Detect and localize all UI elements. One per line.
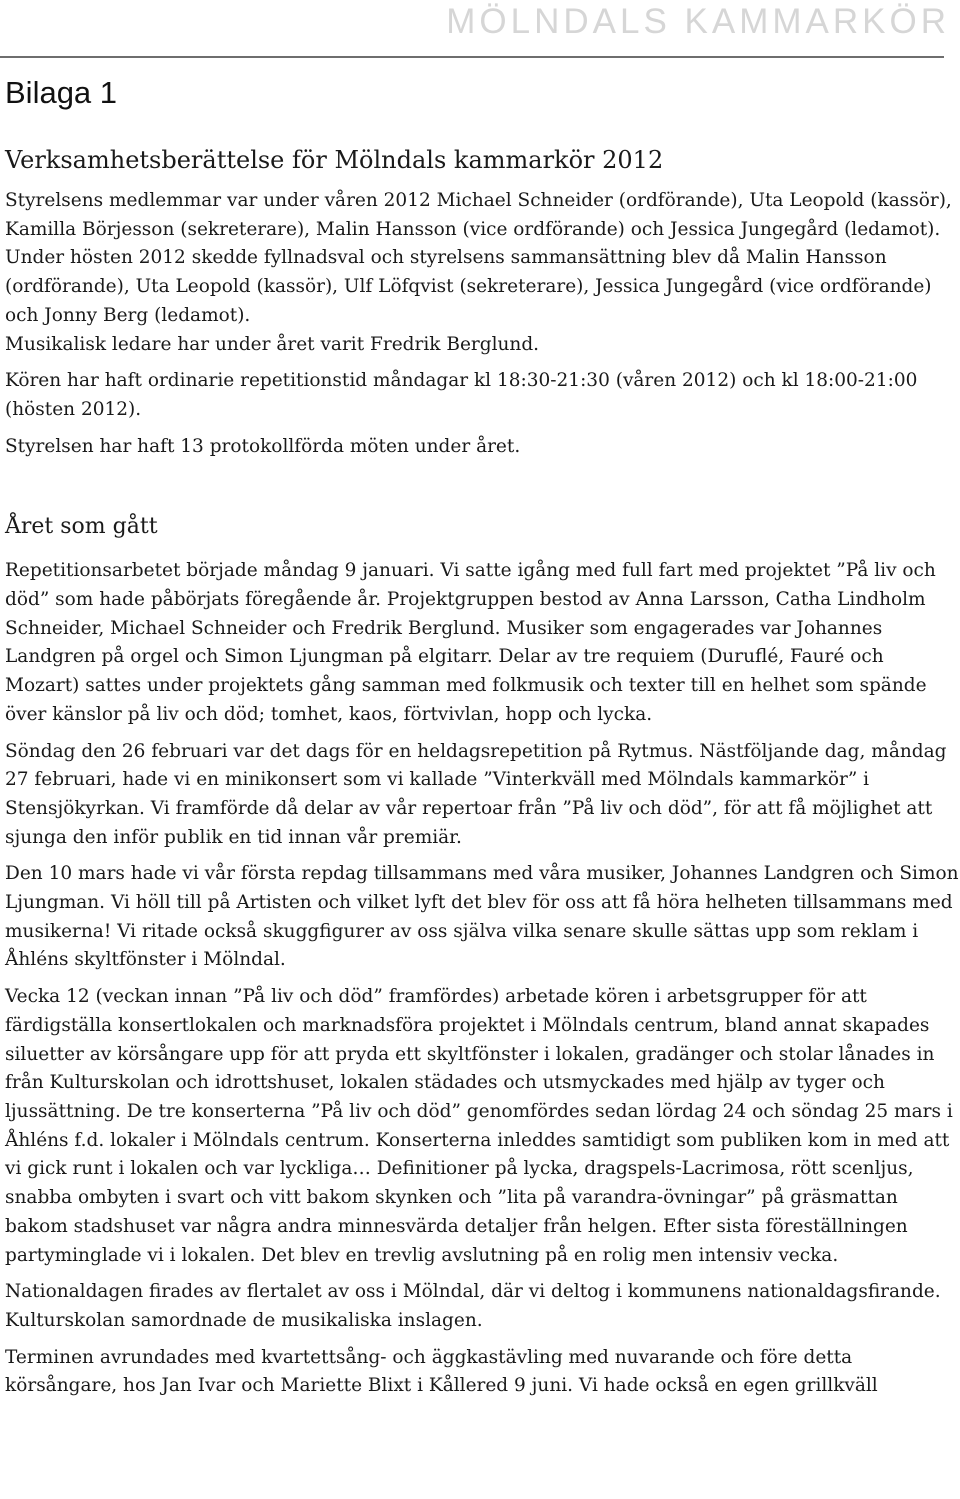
section-paragraph: Repetitionsarbetet började måndag 9 januari. Vi satte igång med full fart med projektet ”På liv och död” som hade påbörjats föregående år. Projektgruppen bestod av Anna Larsson, Catha Lindholm Schneider, Michael Schneider och Fredrik Berglund. Musiker som engagerades var Johannes Landgren på orgel och Simon Ljungman på elgitarr. Delar av tre requiem (Duruflé, Fauré och Mozart) sattes under projektets gång samman med folkmusik och texter till en helhet som spände över känslor på liv och död; tomhet, kaos, förtvivlan, hopp och lycka. — [5, 560, 936, 725]
board-meetings-paragraph: Styrelsen har haft 13 protokollförda möten under året. — [5, 435, 521, 457]
section-paragraph: Vecka 12 (veckan innan ”På liv och död” framfördes) arbetade kören i arbetsgrupper för att färdigställa konsertlokalen och marknadsföra projektet i Mölndals centrum, bland annat skapades siluetter av körsångare upp för att pryda ett skyltfönster i lokalen, gradänger och stolar lånades in från Kulturskolan och idrottshuset, lokalen städades och utsmyckades med hjälp av tyger och ljussättning. De tre konserterna ”På liv och död” genomfördes sedan lördag 24 och söndag 25 mars i Åhléns f.d. lokaler i Mölndals centrum. Konserterna inleddes samtidigt som publiken kom in med att vi gick runt i lokalen och var lyckliga… Definitioner på lycka, dragspels-Lacrimosa, rött scenljus, snabba ombyten i svart och vitt bakom skynken och ”lita på varandra-övningar” på gräsmattan bakom stadshuset var några andra minnesvärda detaljer från helgen. Efter sista föreställningen partyminglade vi i lokalen. Det blev en trevlig avslutning på en rolig men intensiv vecka. — [5, 986, 953, 1266]
section-paragraph: Terminen avrundades med kvartettsång- och äggkastävling med nuvarande och före detta körsångare, hos Jan Ivar och Mariette Blixt i Kållered 9 juni. Vi hade också en egen grillkväll — [5, 1346, 878, 1397]
section-title: Året som gått — [5, 514, 158, 540]
document-body — [5, 146, 960, 1401]
organization-logo-text: MÖLNDALS KAMMARKÖR — [446, 2, 950, 41]
appendix-label: Bilaga 1 — [5, 75, 118, 110]
board-spring-paragraph: Styrelsens medlemmar var under våren 2012 Michael Schneider (ordförande), Uta Leopold (kassör), Kamilla Börjesson (sekreterare), Malin Hansson (vice ordförande) och Jessica Jungegård (ledamot). — [5, 190, 952, 240]
board-autumn-paragraph: Under hösten 2012 skedde fyllnadsval och styrelsens sammansättning blev då Malin Hansson (ordförande), Uta Leopold (kassör), Ulf Löfqvist (sekreterare), Jessica Jungegård (vice ordförande) och Jonny Berg (ledamot). — [5, 247, 932, 326]
rehearsal-time-paragraph: Kören har haft ordinarie repetitionstid måndagar kl 18:30-21:30 (våren 2012) och kl 18:00-21:00 (hösten 2012). — [5, 370, 918, 420]
header-divider — [0, 56, 944, 58]
music-director-paragraph: Musikalisk ledare har under året varit Fredrik Berglund. — [5, 333, 540, 355]
section-paragraph: Söndag den 26 februari var det dags för en heldagsrepetition på Rytmus. Nästföljande dag, måndag 27 februari, hade vi en minikonsert som vi kallade ”Vinterkväll med Mölndals kammarkör” i Stensjökyrkan. Vi framförde då delar av vår repertoar från ”På liv och död”, för att få möjlighet att sjunga den inför publik en tid innan vår premiär. — [5, 740, 947, 848]
section-paragraph: Den 10 mars hade vi vår första repdag tillsammans med våra musiker, Johannes Landgren och Simon Ljungman. Vi höll till på Artisten och vilket lyft det blev för oss att få höra helheten tillsammans med musikerna! Vi ritade också skuggfigurer av oss själva vilka senare skulle sättas upp som reklam i Åhléns skyltfönster i Mölndal. — [5, 863, 959, 971]
section-paragraph: Nationaldagen firades av flertalet av oss i Mölndal, där vi deltog i kommunens nationaldagsfirande. Kulturskolan samordnade de musikaliska inslagen. — [5, 1281, 941, 1331]
document-title: Verksamhetsberättelse för Mölndals kammarkör 2012 — [5, 146, 664, 174]
